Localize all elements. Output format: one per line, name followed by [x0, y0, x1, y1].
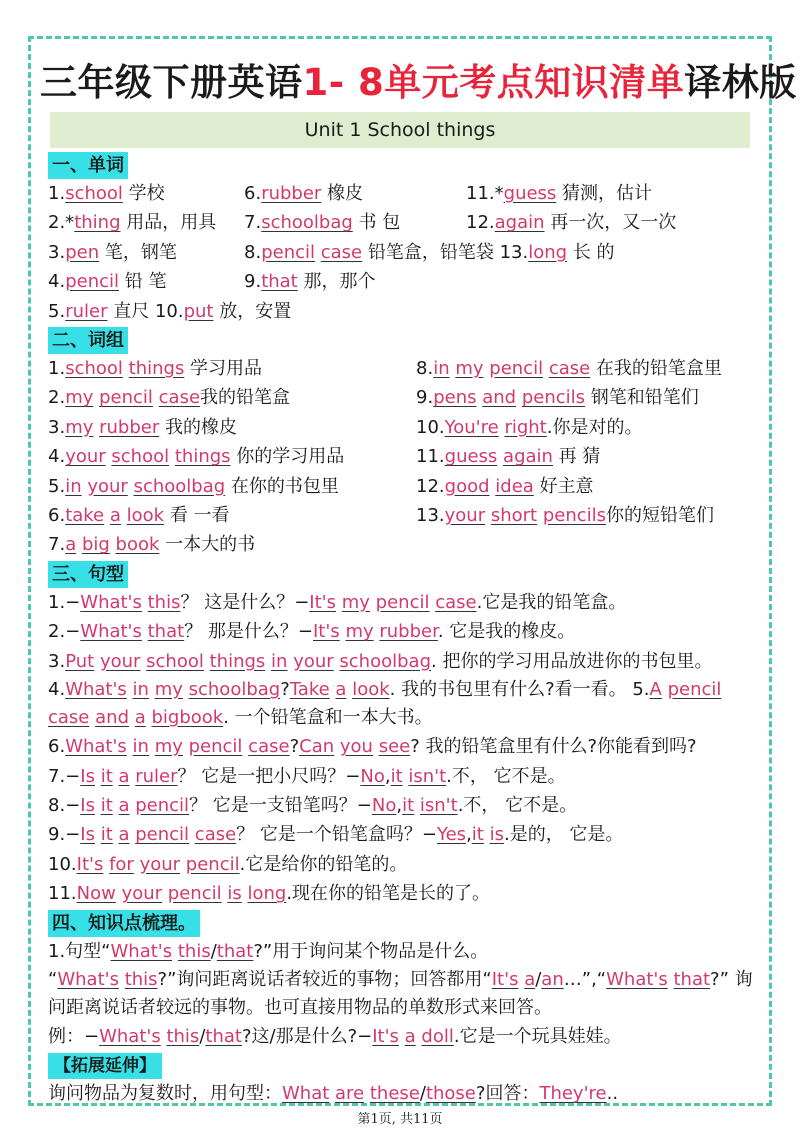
title-part-3: 译林版 [684, 61, 797, 104]
extension-label: 【拓展延伸】 [48, 1053, 162, 1079]
content [48, 151, 760, 1109]
sentence-item: 8.−Is it a pencil？ 它是一支铅笔吗？−No,it isn't.不， 它不是。 [48, 794, 578, 816]
word-item: 7.schoolbag 书 包 [244, 212, 401, 234]
knowledge-item: 例：−What's this/that?这/那是什么?−It's a doll.它是一个玩具娃娃。 [48, 1025, 622, 1047]
phrase-item: 6.take a look 看 一看 [48, 505, 230, 527]
phrase-item: 1.school things 学习用品 [48, 358, 263, 380]
word-item: 3.pen 笔，钢笔 [48, 241, 177, 263]
knowledge-item: 询问物品为复数时，用句型：What are these/those?回答：They're.. [48, 1083, 619, 1105]
sentence-item: 7.−Is it a ruler？ 它是一把小尺吗？−No,it isn't.不， 它不是。 [48, 765, 566, 787]
word-item: 1.school 学校 [48, 183, 165, 204]
sentence-item: 1.−What's this？ 这是什么？−It's my pencil case.它是我的铅笔盒。 [48, 591, 627, 613]
sentence-item: 11.Now your pencil is long.现在你的铅笔是长的了。 [48, 883, 491, 905]
phrase-item: 4.your school things 你的学习用品 [48, 446, 345, 468]
unit-heading: Unit 1 School things [50, 112, 750, 148]
phrase-item: 3.my rubber 我的橡皮 [48, 416, 237, 438]
sentence-item: 6.What's in my pencil case?Can you see? 我的铅笔盒里有什么?你能看到吗? [48, 736, 697, 758]
phrase-item: 9.pens and pencils 钢笔和铅笔们 [416, 387, 699, 409]
knowledge-item: “What's this?”询问距离说话者较近的事物；回答都用“It's a/an…”,“What's that?” 询问距离说话者较远的事物。也可直接用物品的单数形式来回答。 [48, 968, 753, 1018]
word-item: 5.ruler 直尺 10.put 放，安置 [48, 300, 292, 322]
page-footer: 第1页, 共11页 [357, 1112, 443, 1127]
title-part-1: 三年级下册英语 [40, 61, 303, 104]
phrases-grid [48, 354, 760, 560]
sentence-item: 9.−Is it a pencil case？ 它是一个铅笔盒吗？−Yes,it is.是的， 它是。 [48, 824, 624, 846]
word-item: 9.that 那，那个 [244, 271, 376, 293]
section-phrases-heading: 二、词组 [48, 327, 128, 354]
phrase-item: 10.You're right.你是对的。 [416, 416, 643, 438]
sentence-item: 3.Put your school things in your schoolbag. 把你的学习用品放进你的书包里。 [48, 650, 713, 672]
words-grid [48, 179, 760, 297]
title-part-2: 1- 8单元考点知识清单 [302, 61, 685, 104]
word-item: 11.*guess 猜测，估计 [466, 183, 653, 204]
word-item: 8.pencil case 铅笔盒，铅笔袋 13.long 长 的 [244, 241, 615, 263]
phrase-item: 2.my pencil case我的铅笔盒 [48, 387, 291, 409]
knowledge-item: 1.句型“What's this/that?”用于询问某个物品是什么。 [48, 940, 489, 962]
phrase-item: 12.good idea 好主意 [416, 475, 594, 497]
word-item: 6.rubber 橡皮 [244, 183, 364, 204]
phrase-item: 5.in your schoolbag 在你的书包里 [48, 475, 339, 497]
phrase-item: 13.your short pencils你的短铅笔们 [416, 505, 715, 527]
phrase-item: 8.in my pencil case 在我的铅笔盒里 [416, 358, 722, 380]
page-title [40, 52, 797, 106]
section-sentences-heading: 三、句型 [48, 561, 128, 588]
sentence-item: 4.What's in my schoolbag?Take a look. 我的书包里有什么?看一看。 5.A pencil case and a bigbook. 一个铅笔盒和一本大书。 [48, 679, 722, 729]
word-item: 2.*thing 用品，用具 [48, 212, 217, 234]
sentence-item: 2.−What's that？ 那是什么？−It's my rubber. 它是我的橡皮。 [48, 621, 576, 643]
word-item: 4.pencil 铅 笔 [48, 271, 167, 293]
sentence-item: 10.It's for your pencil.它是给你的铅笔的。 [48, 853, 408, 875]
phrase-item: 7.a big book 一本大的书 [48, 534, 256, 556]
phrase-item: 11.guess again 再 猜 [416, 446, 601, 468]
section-words-heading: 一、单词 [48, 152, 128, 179]
section-knowledge-heading: 四、知识点梳理。 [48, 910, 200, 937]
word-item: 12.again 再一次，又一次 [466, 212, 677, 234]
